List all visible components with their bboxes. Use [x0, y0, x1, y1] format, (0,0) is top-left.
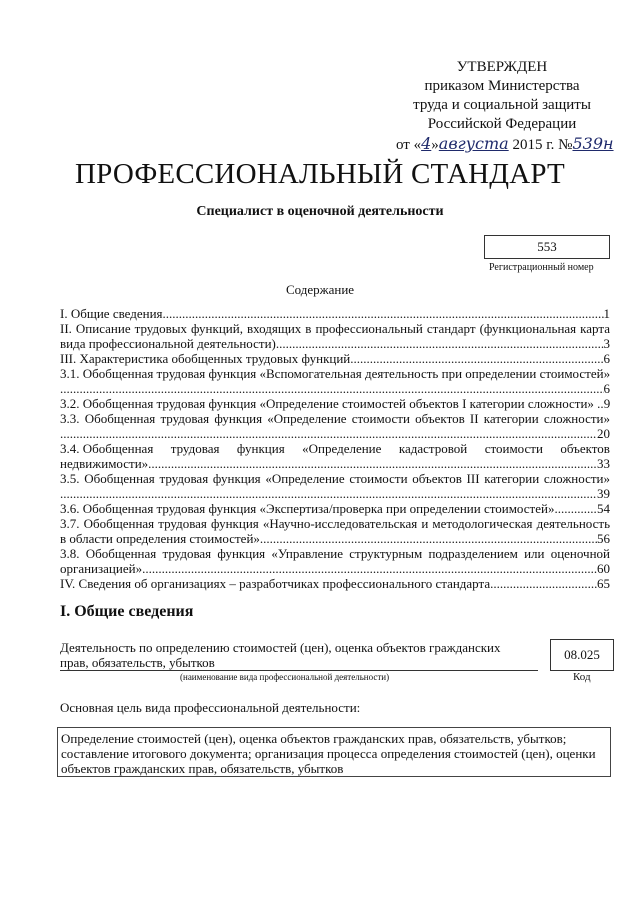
contents-heading: Содержание [285, 282, 355, 297]
toc-item-page: 3 [603, 336, 610, 351]
date-prefix: от « [396, 137, 422, 153]
date-mid: » [431, 137, 439, 153]
activity-code-box: 08.025 [550, 639, 614, 671]
toc-item[interactable] [60, 351, 610, 366]
toc-word: «Определение [302, 441, 382, 456]
toc-dots [142, 561, 597, 576]
toc-word: кадастровой [398, 441, 468, 456]
toc-item-text-cont: вида профессиональной деятельности) [60, 336, 276, 351]
toc-item-text-cont: в области определения стоимостей» [60, 531, 260, 546]
registration-number-box: 553 [484, 235, 610, 259]
toc-dots [60, 486, 597, 501]
toc-item-text: 3.8. Обобщенная трудовая функция «Управление структурным подразделением или оценочной [60, 546, 610, 561]
toc-item[interactable] [60, 546, 610, 576]
toc-item-page: 33 [597, 456, 610, 471]
date-day-handwritten: 4 [421, 134, 432, 153]
toc-item-text: II. Описание трудовых функций, входящих в профессиональный стандарт (функциональная карта [60, 321, 610, 336]
toc-item[interactable] [60, 516, 610, 546]
toc-item[interactable] [60, 441, 610, 471]
toc-item-text [60, 441, 610, 456]
toc-item-text-cont: организацией» [60, 561, 143, 576]
activity-caption: (наименование вида профессиональной деятельности) [180, 672, 390, 682]
toc-word: функция [236, 441, 285, 456]
toc-word: объектов [560, 441, 610, 456]
toc-item-text: IV. Сведения об организациях – разработчиках профессионального стандарта [60, 576, 491, 591]
toc-item-page: 6 [603, 351, 610, 366]
approval-line-order: приказом Министерства [424, 78, 580, 94]
toc-item[interactable] [60, 366, 610, 396]
toc-dots [260, 531, 597, 546]
toc-item[interactable] [60, 396, 610, 411]
approval-block [396, 58, 614, 155]
order-number-handwritten: 539н [572, 134, 614, 153]
toc-item-page: 65 [597, 576, 610, 591]
toc-item-page: 54 [597, 501, 610, 516]
toc-item-text: 3.2. Обобщенная трудовая функция «Определение стоимостей объектов I категории сложности» .. [60, 396, 604, 411]
registration-number-label: Регистрационный номер [489, 262, 594, 273]
toc-dots [60, 381, 604, 396]
toc-item-page: 9 [603, 396, 611, 411]
document-subtitle: Специалист в оценочной деятельности [196, 204, 444, 219]
activity-underline [60, 670, 538, 671]
toc-item-text: 3.7. Обобщенная трудовая функция «Научно-исследовательская и методологическая деятельность [60, 516, 610, 531]
toc-item-page: 56 [597, 531, 610, 546]
toc-item[interactable] [60, 501, 610, 516]
toc-word: стоимости [484, 441, 543, 456]
toc-item[interactable] [60, 306, 610, 321]
toc-dots [60, 426, 597, 441]
toc-item-text: 3.5. Обобщенная трудовая функция «Определение стоимости объектов III категории сложности» [60, 471, 610, 486]
toc-item[interactable] [60, 411, 610, 441]
toc-item-page: 1 [603, 306, 610, 321]
toc-dots [350, 351, 603, 366]
toc-dots [276, 336, 604, 351]
toc-item-page: 6 [603, 381, 610, 396]
toc-item-text: III. Характеристика обобщенных трудовых функций [60, 351, 351, 366]
toc-item-text-cont: недвижимости» [60, 456, 149, 471]
activity-name: Деятельность по определению стоимостей (цен), оценка объектов гражданских прав, обязательств, убытков [60, 640, 501, 670]
date-year: 2015 г. № [508, 137, 573, 153]
toc-dots [554, 501, 597, 516]
goal-text-box: Определение стоимостей (цен), оценка объектов гражданских прав, обязательств, убытков; составление итогового документа; организация процесса определения стоимостей (цен), оценки объектов гражданских прав, обязательств, убытков [57, 727, 611, 777]
toc-item[interactable] [60, 576, 610, 591]
toc-word: трудовая [170, 441, 220, 456]
toc-item-text: I. Общие сведения [60, 306, 163, 321]
approval-line-federation: Российской Федерации [427, 116, 577, 132]
toc-dots [148, 456, 597, 471]
toc-item-text: 3.1. Обобщенная трудовая функция «Вспомогательная деятельность при определении стоимостей» [60, 366, 611, 381]
date-month-handwritten: августа [438, 134, 509, 153]
code-label: Код [573, 671, 591, 683]
approval-date-line [396, 134, 614, 155]
toc-item-page: 20 [597, 426, 610, 441]
toc-item-text: 3.6. Обобщенная трудовая функция «Экспертиза/проверка при определении стоимостей» [60, 501, 555, 516]
toc-word: 3.4. Обобщенная [60, 441, 154, 456]
toc-item-page: 60 [597, 561, 610, 576]
toc-dots [490, 576, 597, 591]
goal-label: Основная цель вида профессиональной деятельности: [60, 700, 361, 715]
approval-line-ministry: труда и социальной защиты [413, 97, 591, 113]
toc-item[interactable] [60, 471, 610, 501]
approval-line-approved: УТВЕРЖДЕН [456, 59, 548, 75]
toc-item[interactable] [60, 321, 610, 351]
toc-dots [163, 306, 604, 321]
toc-item-page: 39 [597, 486, 610, 501]
table-of-contents [60, 306, 610, 591]
section-heading: I. Общие сведения [60, 603, 194, 620]
toc-item-text: 3.3. Обобщенная трудовая функция «Определение стоимости объектов II категории сложности» [60, 411, 610, 426]
document-title: ПРОФЕССИОНАЛЬНЫЙ СТАНДАРТ [75, 158, 565, 190]
